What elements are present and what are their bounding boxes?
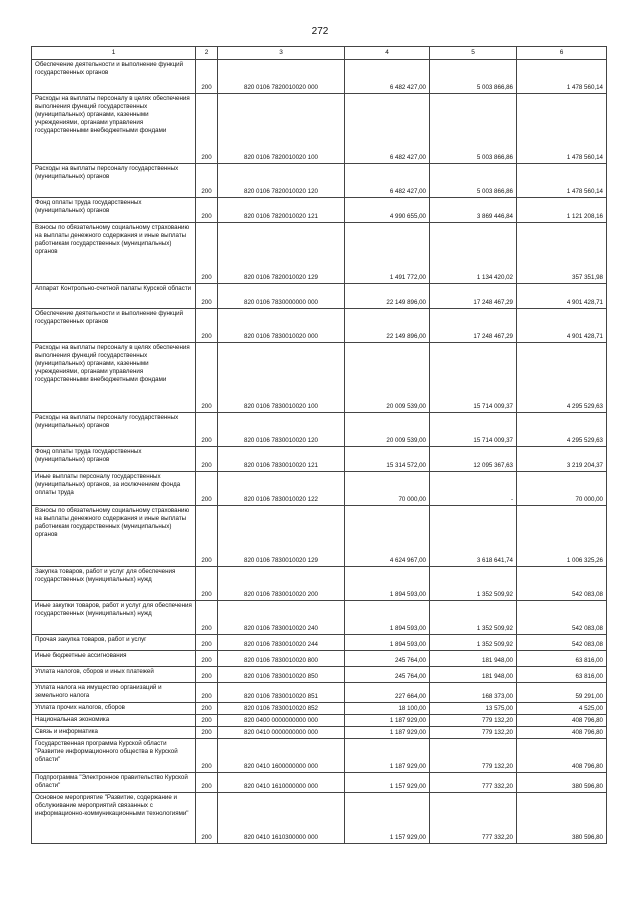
row-executed-amount: 13 575,00 — [430, 703, 517, 715]
row-unexecuted-amount: 408 796,80 — [517, 739, 607, 773]
row-executed-amount: 1 352 509,92 — [430, 567, 517, 601]
row-executed-amount: 181 948,00 — [430, 667, 517, 683]
row-grbs-code: 200 — [196, 164, 218, 198]
row-grbs-code: 200 — [196, 198, 218, 223]
row-unexecuted-amount: 1 006 325,26 — [517, 506, 607, 567]
row-budget-code: 820 0106 7830010020 850 — [218, 667, 345, 683]
row-approved-amount: 1 894 593,00 — [345, 601, 430, 635]
row-approved-amount: 20 009 539,00 — [345, 343, 430, 413]
row-grbs-code: 200 — [196, 667, 218, 683]
row-name: Иные выплаты персоналу государственных (муниципальных) органов, за исключением фонда оплаты труда — [32, 472, 196, 506]
row-unexecuted-amount: 408 796,80 — [517, 715, 607, 727]
row-name: Обеспечение деятельности и выполнение функций государственных органов — [32, 60, 196, 94]
row-executed-amount: 779 132,20 — [430, 739, 517, 773]
table-row — [32, 309, 607, 343]
row-approved-amount: 1 894 593,00 — [345, 567, 430, 601]
row-name: Обеспечение деятельности и выполнение функций государственных органов — [32, 309, 196, 343]
row-executed-amount: 168 373,00 — [430, 683, 517, 703]
row-name: Иные бюджетные ассигнования — [32, 651, 196, 667]
row-unexecuted-amount: 4 295 529,63 — [517, 343, 607, 413]
row-budget-code: 820 0106 7830010020 129 — [218, 506, 345, 567]
row-unexecuted-amount: 4 901 428,71 — [517, 309, 607, 343]
row-budget-code: 820 0410 1600000000 000 — [218, 739, 345, 773]
table-row — [32, 413, 607, 447]
row-grbs-code: 200 — [196, 94, 218, 164]
row-name: Государственная программа Курской области "Развитие информационного общества в Курской области" — [32, 739, 196, 773]
row-approved-amount: 1 187 929,00 — [345, 727, 430, 739]
table-row — [32, 472, 607, 506]
row-executed-amount: 17 248 467,29 — [430, 284, 517, 309]
row-approved-amount: 18 100,00 — [345, 703, 430, 715]
row-approved-amount: 1 491 772,00 — [345, 223, 430, 284]
row-executed-amount: 777 332,20 — [430, 773, 517, 793]
row-budget-code: 820 0106 7830010020 121 — [218, 447, 345, 472]
row-budget-code: 820 0410 1610000000 000 — [218, 773, 345, 793]
table-row — [32, 773, 607, 793]
row-budget-code: 820 0106 7830010020 122 — [218, 472, 345, 506]
table-row — [32, 667, 607, 683]
row-unexecuted-amount: 1 121 208,16 — [517, 198, 607, 223]
table-row — [32, 601, 607, 635]
header-col-4: 4 — [345, 47, 430, 60]
row-grbs-code: 200 — [196, 472, 218, 506]
row-approved-amount: 70 000,00 — [345, 472, 430, 506]
table-row — [32, 567, 607, 601]
row-approved-amount: 22 149 896,00 — [345, 284, 430, 309]
table-row — [32, 60, 607, 94]
row-grbs-code: 200 — [196, 223, 218, 284]
row-unexecuted-amount: 3 219 204,37 — [517, 447, 607, 472]
row-budget-code: 820 0106 7830010020 120 — [218, 413, 345, 447]
row-budget-code: 820 0106 7820010020 100 — [218, 94, 345, 164]
row-name: Фонд оплаты труда государственных (муниципальных) органов — [32, 447, 196, 472]
row-executed-amount: 3 618 641,74 — [430, 506, 517, 567]
row-approved-amount: 6 482 427,00 — [345, 164, 430, 198]
row-budget-code: 820 0106 7830010020 852 — [218, 703, 345, 715]
row-executed-amount: 779 132,20 — [430, 715, 517, 727]
row-unexecuted-amount: 408 796,80 — [517, 727, 607, 739]
header-col-6: 6 — [517, 47, 607, 60]
row-executed-amount: 5 003 866,86 — [430, 94, 517, 164]
row-executed-amount: 15 714 009,37 — [430, 413, 517, 447]
row-approved-amount: 15 314 572,00 — [345, 447, 430, 472]
table-header — [32, 47, 607, 60]
row-approved-amount: 245 764,00 — [345, 667, 430, 683]
table-row — [32, 683, 607, 703]
row-name: Связь и информатика — [32, 727, 196, 739]
row-executed-amount: 1 352 509,92 — [430, 601, 517, 635]
table-row — [32, 164, 607, 198]
header-col-2: 2 — [196, 47, 218, 60]
row-name: Расходы на выплаты персоналу в целях обеспечения выполнения функций государственных (муниципальных) органами, казенными учреждениями, органами управления государственными внебюджетными фондами — [32, 343, 196, 413]
row-grbs-code: 200 — [196, 413, 218, 447]
row-executed-amount: 12 095 367,63 — [430, 447, 517, 472]
row-grbs-code: 200 — [196, 739, 218, 773]
table-row — [32, 94, 607, 164]
row-grbs-code: 200 — [196, 715, 218, 727]
row-executed-amount: 3 869 446,84 — [430, 198, 517, 223]
row-approved-amount: 20 009 539,00 — [345, 413, 430, 447]
row-executed-amount: 17 248 467,29 — [430, 309, 517, 343]
row-approved-amount: 6 482 427,00 — [345, 60, 430, 94]
row-unexecuted-amount: 63 816,00 — [517, 667, 607, 683]
row-grbs-code: 200 — [196, 703, 218, 715]
row-name: Уплата прочих налогов, сборов — [32, 703, 196, 715]
row-name: Взносы по обязательному социальному страхованию на выплаты денежного содержания и иные выплаты работникам государственных (муниципальных) органов — [32, 506, 196, 567]
table-body — [32, 60, 607, 844]
row-approved-amount: 245 764,00 — [345, 651, 430, 667]
table-row — [32, 506, 607, 567]
row-budget-code: 820 0410 1610300000 000 — [218, 793, 345, 844]
row-budget-code: 820 0106 7830010020 000 — [218, 309, 345, 343]
row-name: Прочая закупка товаров, работ и услуг — [32, 635, 196, 651]
row-unexecuted-amount: 1 478 560,14 — [517, 60, 607, 94]
row-budget-code: 820 0400 0000000000 000 — [218, 715, 345, 727]
row-approved-amount: 1 157 929,00 — [345, 773, 430, 793]
table-row — [32, 447, 607, 472]
header-row — [32, 47, 607, 60]
table-row — [32, 284, 607, 309]
row-grbs-code: 200 — [196, 447, 218, 472]
header-col-3: 3 — [218, 47, 345, 60]
header-col-5: 5 — [430, 47, 517, 60]
row-unexecuted-amount: 70 000,00 — [517, 472, 607, 506]
row-unexecuted-amount: 1 478 560,14 — [517, 164, 607, 198]
budget-table — [31, 46, 607, 844]
row-name: Основное мероприятие "Развитие, содержание и обслуживание мероприятий связанных с информационно-коммуникационными технологиями" — [32, 793, 196, 844]
row-name: Иные закупки товаров, работ и услуг для обеспечения государственных (муниципальных) нужд — [32, 601, 196, 635]
table-row — [32, 223, 607, 284]
row-unexecuted-amount: 542 083,08 — [517, 635, 607, 651]
table-row — [32, 727, 607, 739]
row-budget-code: 820 0106 7830010020 240 — [218, 601, 345, 635]
row-approved-amount: 4 990 655,00 — [345, 198, 430, 223]
row-approved-amount: 1 157 929,00 — [345, 793, 430, 844]
table-row — [32, 343, 607, 413]
row-unexecuted-amount: 542 083,08 — [517, 601, 607, 635]
row-executed-amount: 779 132,20 — [430, 727, 517, 739]
row-unexecuted-amount: 4 295 529,63 — [517, 413, 607, 447]
row-grbs-code: 200 — [196, 683, 218, 703]
header-col-1: 1 — [32, 47, 196, 60]
row-budget-code: 820 0106 7830010020 800 — [218, 651, 345, 667]
row-approved-amount: 1 894 593,00 — [345, 635, 430, 651]
row-unexecuted-amount: 59 291,00 — [517, 683, 607, 703]
row-executed-amount: 777 332,20 — [430, 793, 517, 844]
row-executed-amount: 5 003 866,86 — [430, 60, 517, 94]
row-budget-code: 820 0106 7820010020 000 — [218, 60, 345, 94]
row-unexecuted-amount: 4 525,00 — [517, 703, 607, 715]
row-grbs-code: 200 — [196, 60, 218, 94]
row-grbs-code: 200 — [196, 567, 218, 601]
row-budget-code: 820 0106 7820010020 129 — [218, 223, 345, 284]
row-name: Расходы на выплаты персоналу в целях обеспечения выполнения функций государственных (муниципальных) органами, казенными учреждениями, органами управления государственными внебюджетными фондами — [32, 94, 196, 164]
row-grbs-code: 200 — [196, 727, 218, 739]
row-budget-code: 820 0106 7820010020 120 — [218, 164, 345, 198]
row-budget-code: 820 0106 7820010020 121 — [218, 198, 345, 223]
row-grbs-code: 200 — [196, 793, 218, 844]
row-budget-code: 820 0106 7830010020 851 — [218, 683, 345, 703]
table-row — [32, 635, 607, 651]
row-name: Закупка товаров, работ и услуг для обеспечения государственных (муниципальных) нужд — [32, 567, 196, 601]
row-executed-amount: 181 948,00 — [430, 651, 517, 667]
row-approved-amount: 227 664,00 — [345, 683, 430, 703]
row-grbs-code: 200 — [196, 309, 218, 343]
row-unexecuted-amount: 380 596,80 — [517, 793, 607, 844]
row-unexecuted-amount: 63 816,00 — [517, 651, 607, 667]
row-executed-amount: 15 714 009,37 — [430, 343, 517, 413]
table-row — [32, 703, 607, 715]
row-name: Подпрограмма "Электронное правительство Курской области" — [32, 773, 196, 793]
row-name: Расходы на выплаты персоналу государственных (муниципальных) органов — [32, 413, 196, 447]
row-approved-amount: 22 149 896,00 — [345, 309, 430, 343]
table-row — [32, 198, 607, 223]
row-unexecuted-amount: 380 596,80 — [517, 773, 607, 793]
row-name: Уплата налогов, сборов и иных платежей — [32, 667, 196, 683]
row-name: Фонд оплаты труда государственных (муниципальных) органов — [32, 198, 196, 223]
row-budget-code: 820 0106 7830010020 200 — [218, 567, 345, 601]
row-budget-code: 820 0410 0000000000 000 — [218, 727, 345, 739]
row-approved-amount: 1 187 929,00 — [345, 715, 430, 727]
row-executed-amount: 5 003 866,86 — [430, 164, 517, 198]
row-name: Расходы на выплаты персоналу государственных (муниципальных) органов — [32, 164, 196, 198]
row-budget-code: 820 0106 7830000000 000 — [218, 284, 345, 309]
table-row — [32, 739, 607, 773]
page-number: 272 — [311, 26, 329, 37]
row-approved-amount: 4 624 967,00 — [345, 506, 430, 567]
row-executed-amount: 1 352 509,92 — [430, 635, 517, 651]
row-unexecuted-amount: 4 901 428,71 — [517, 284, 607, 309]
row-unexecuted-amount: 357 351,98 — [517, 223, 607, 284]
row-budget-code: 820 0106 7830010020 244 — [218, 635, 345, 651]
row-grbs-code: 200 — [196, 506, 218, 567]
row-name: Аппарат Контрольно-счетной палаты Курской области — [32, 284, 196, 309]
row-grbs-code: 200 — [196, 601, 218, 635]
table-row — [32, 651, 607, 667]
row-grbs-code: 200 — [196, 651, 218, 667]
row-executed-amount: 1 134 420,02 — [430, 223, 517, 284]
row-approved-amount: 6 482 427,00 — [345, 94, 430, 164]
row-grbs-code: 200 — [196, 284, 218, 309]
row-name: Уплата налога на имущество организаций и земельного налога — [32, 683, 196, 703]
row-grbs-code: 200 — [196, 635, 218, 651]
row-grbs-code: 200 — [196, 773, 218, 793]
row-name: Национальная экономика — [32, 715, 196, 727]
row-name: Взносы по обязательному социальному страхованию на выплаты денежного содержания и иные выплаты работникам государственных (муниципальных) органов — [32, 223, 196, 284]
row-grbs-code: 200 — [196, 343, 218, 413]
row-approved-amount: 1 187 929,00 — [345, 739, 430, 773]
table-row — [32, 715, 607, 727]
row-budget-code: 820 0106 7830010020 100 — [218, 343, 345, 413]
row-executed-amount: - — [430, 472, 517, 506]
row-unexecuted-amount: 542 083,08 — [517, 567, 607, 601]
table-row — [32, 793, 607, 844]
row-unexecuted-amount: 1 478 560,14 — [517, 94, 607, 164]
